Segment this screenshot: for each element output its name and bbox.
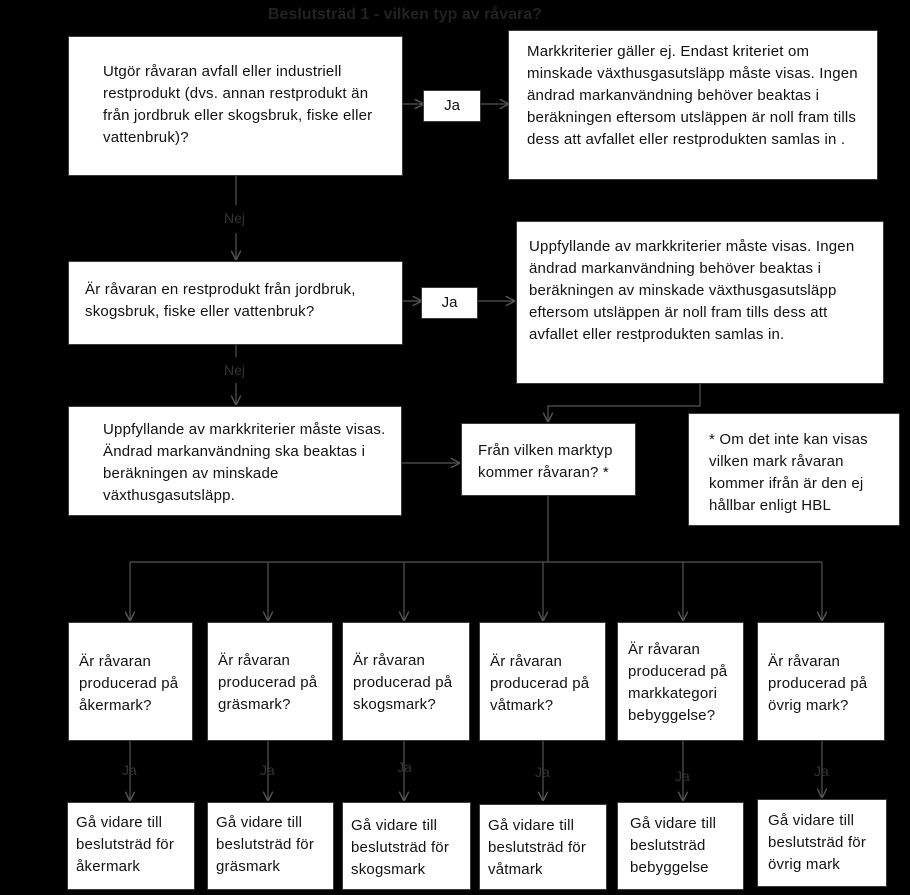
no-label-2: Nej bbox=[224, 362, 246, 378]
yes-label-skogsmark: Ja bbox=[397, 759, 412, 775]
yes-label-bebyggelse: Ja bbox=[675, 768, 690, 784]
branch-question-text: Är råvaran producerad på skogsmark? bbox=[353, 652, 453, 713]
branch-question-text: Är råvaran producerad på övrig mark? bbox=[768, 653, 868, 714]
branch-question-text: Är råvaran producerad på åkermark? bbox=[79, 653, 179, 714]
branch-question-skogsmark bbox=[342, 622, 470, 741]
branch-question-text: Är råvaran producerad på markkategori bebyggelse? bbox=[628, 641, 728, 724]
footnote-text: * Om det inte kan visas vilken mark råvaran kommer ifrån är den ej hållbar enligt HBL bbox=[709, 431, 868, 514]
yes-label-akermark: Ja bbox=[122, 762, 137, 778]
branch-result-text: Gå vidare till beslutsträd för gräsmark bbox=[216, 814, 315, 875]
answer-residue bbox=[516, 221, 884, 384]
branch-result-text: Gå vidare till beslutsträd för åkermark bbox=[76, 814, 175, 875]
yes-label-vatmark: Ja bbox=[535, 764, 550, 780]
branch-question-text: Är råvaran producerad på våtmark? bbox=[490, 653, 590, 714]
answer-residue-text: Uppfyllande av markkriterier måste visas. Ingen ändrad markanvändning behöver beaktas i beräkningen av minskade växthusgasutsläpp eftersom utsläppen är noll fram tills dess att avfallet eller restprodukten samlas in. bbox=[529, 238, 855, 343]
question-land-type-text: Från vilken marktyp kommer råvaran? * bbox=[478, 442, 613, 481]
branch-result-grasmark bbox=[207, 802, 334, 890]
answer-other-raw bbox=[68, 406, 402, 516]
branch-question-bebyggelse bbox=[617, 622, 744, 741]
branch-result-text: Gå vidare till beslutsträd för skogsmark bbox=[351, 817, 450, 878]
branch-result-bebyggelse bbox=[617, 802, 744, 890]
branch-result-akermark bbox=[67, 802, 195, 890]
branch-result-skogsmark bbox=[342, 802, 471, 890]
diagram-title: Beslutsträd 1 - vilken typ av råvara? bbox=[268, 6, 542, 23]
question-residue-text: Är råvaran en restprodukt från jordbruk, skogsbruk, fiske eller vattenbruk? bbox=[85, 281, 356, 320]
branch-question-vatmark bbox=[479, 622, 606, 741]
branch-result-vatmark bbox=[479, 804, 607, 890]
question-residue bbox=[68, 261, 403, 345]
branch-question-ovrig-mark bbox=[757, 622, 885, 741]
branch-question-akermark bbox=[68, 622, 193, 741]
no-label-1: Nej bbox=[224, 210, 246, 226]
branch-question-text: Är råvaran producerad på gräsmark? bbox=[218, 652, 318, 713]
yes-label-1: Ja bbox=[423, 90, 481, 122]
yes-label-grasmark: Ja bbox=[260, 762, 275, 778]
yes-label-ovrig-mark: Ja bbox=[814, 763, 829, 779]
branch-result-ovrig-mark bbox=[757, 799, 887, 887]
branch-result-text: Gå vidare till beslutsträd för övrig mark bbox=[768, 812, 867, 873]
answer-other-raw-text: Uppfyllande av markkriterier måste visas. Ändrad markanvändning ska beaktas i beräkningen av minskade växthusgasutsläpp. bbox=[103, 421, 386, 504]
branch-result-text: Gå vidare till beslutsträd bebyggelse bbox=[630, 815, 717, 876]
question-waste bbox=[68, 36, 403, 176]
yes-label-2: Ja bbox=[421, 287, 478, 319]
question-waste-text: Utgör råvaran avfall eller industriell restprodukt (dvs. annan restprodukt än från jordbruk eller skogsbruk, fiske eller vattenbruk)? bbox=[103, 63, 373, 146]
answer-waste bbox=[508, 30, 878, 180]
footnote bbox=[688, 413, 900, 526]
branch-question-grasmark bbox=[207, 622, 333, 741]
branch-result-text: Gå vidare till beslutsträd för våtmark bbox=[488, 817, 587, 878]
question-land-type bbox=[461, 423, 636, 496]
answer-waste-text: Markkriterier gäller ej. Endast kriteriet om minskade växthusgasutsläpp måste visas. Ingen ändrad markanvändning behöver beaktas i beräkningen eftersom utsläppen är noll fram tills dess att avfallet eller restprodukten samlas in . bbox=[527, 43, 858, 148]
